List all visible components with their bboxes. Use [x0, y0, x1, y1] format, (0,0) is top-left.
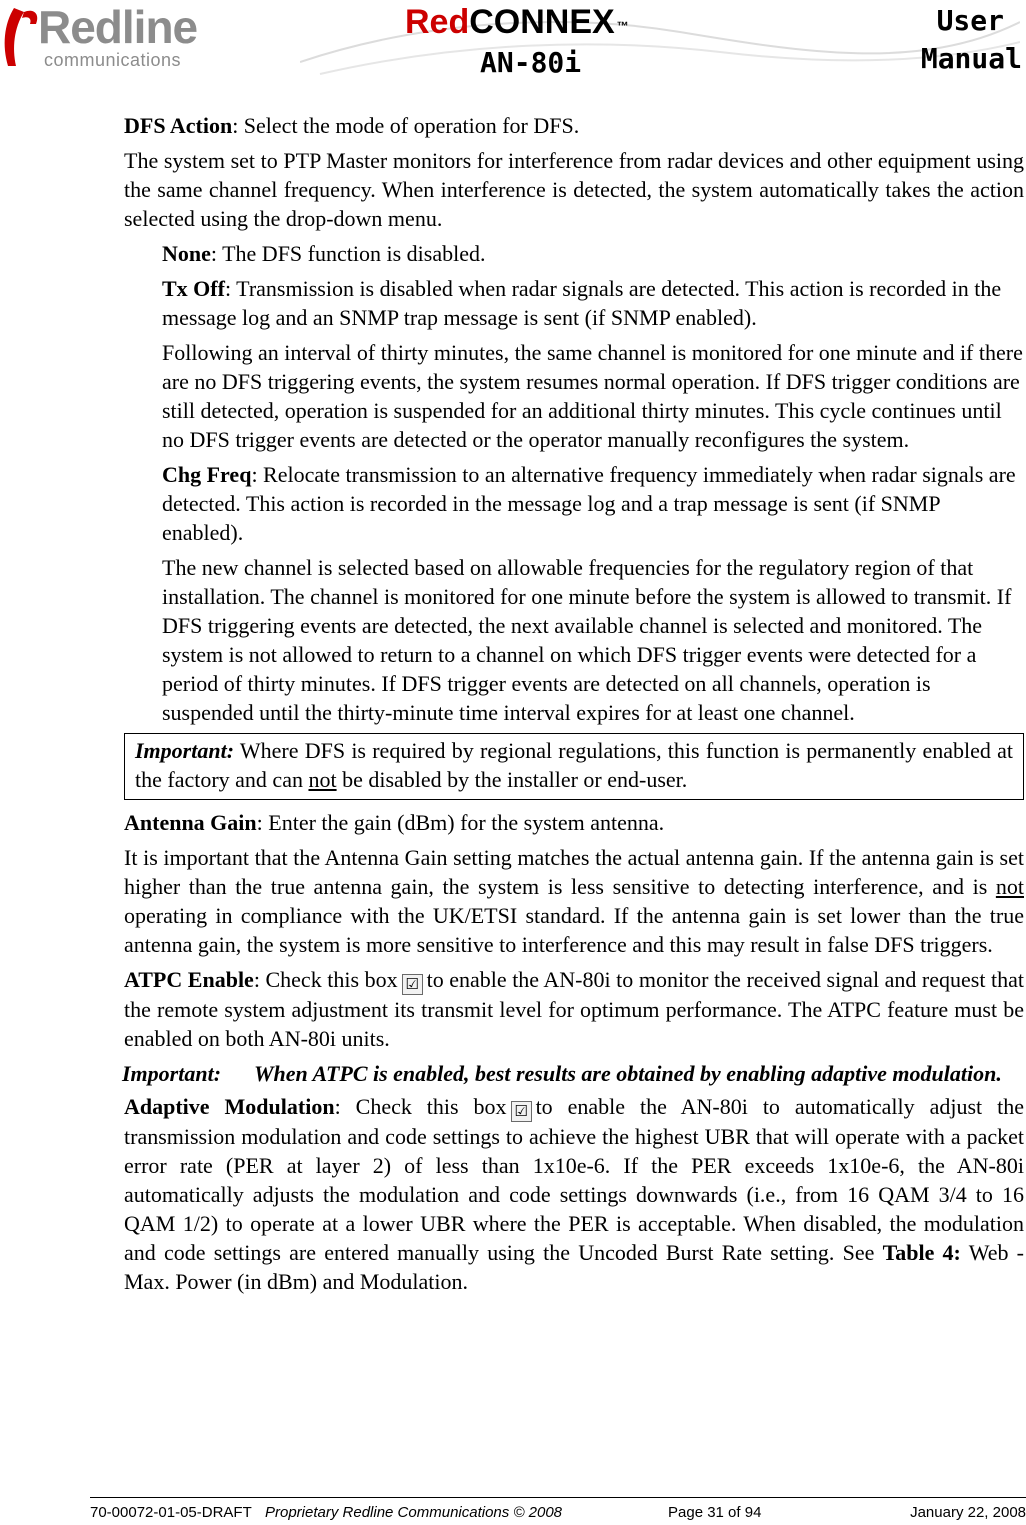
page-number: Page 31 of 94 — [668, 1504, 762, 1521]
checkbox-checked-icon: ☑ — [402, 974, 423, 995]
doc-type-line1: User — [936, 4, 1004, 37]
model-name: AN-80i — [480, 46, 582, 79]
atpc-enable-description: ATPC Enable: Check this box ☑ to enable the AN-80i to monitor the received signal and request that the remote system adjustment its transmit level for optimum performance. The ATPC feature must be enabled on both AN-80i units. — [124, 967, 1024, 1051]
proprietary-notice: Proprietary Redline Communications © 2008 — [265, 1504, 563, 1521]
document-id: 70-00072-01-05-DRAFT — [90, 1504, 252, 1521]
dfs-txoff-details: Following an interval of thirty minutes, the same channel is monitored for one minute and if there are no DFS triggering events, the system resumes normal operation. If DFS trigger conditions are still detected, operation is suspended for an additional thirty minutes. This cycle continues until no DFS trigger events are detected or the operator manually reconfigures the system. — [162, 340, 1023, 452]
antenna-gain-description: It is important that the Antenna Gain setting matches the actual antenna gain. If the antenna gain is set higher than the true antenna gain, the system is less sensitive to detecting interference, and is not operating in compliance with the UK/ETSI standard. If the antenna gain is set lower than the true antenna gain, the system is more sensitive to interference and this may result in false DFS triggers. — [124, 845, 1024, 957]
page-body — [124, 111, 1024, 1302]
important-label: Important: — [135, 738, 235, 763]
dfs-action-heading: DFS Action: Select the mode of operation for DFS. — [124, 113, 580, 138]
important-atpc-note: Important: When ATPC is enabled, best results are obtained by enabling adaptive modulation. — [122, 1061, 1002, 1086]
checkbox-checked-icon: ☑ — [511, 1101, 532, 1122]
dfs-option-chgfreq: Chg Freq: Relocate transmission to an alternative frequency immediately when radar signals are detected. This action is recorded in the message log and a trap message is sent (if SNMP enabled). — [162, 462, 1016, 545]
dfs-option-txoff: Tx Off: Transmission is disabled when radar signals are detected. This action is recorded in the message log and an SNMP trap message is sent (if SNMP enabled). — [162, 276, 1002, 330]
brand-title — [405, 2, 629, 42]
antenna-gain-heading: Antenna Gain: Enter the gain (dBm) for the system antenna. — [124, 810, 665, 835]
page-footer — [90, 1497, 1026, 1525]
dfs-action-description: The system set to PTP Master monitors for interference from radar devices and other equipment using the same channel frequency. When interference is detected, the system automatically takes the action selected using the drop-down menu. — [124, 148, 1024, 231]
logo-subtitle: communications — [44, 50, 182, 70]
adaptive-modulation-description: Adaptive Modulation: Check this box ☑ to enable the AN-80i to automatically adjust the transmission modulation and code settings to achieve the highest UBR that will operate with a packet error rate (PER at layer 2) of less than 1x10e-6. If the PER exceeds 1x10e-6, the AN-80i automatically adjusts the modulation and code settings downwards (i.e., from 16 QAM 3/4 to 16 QAM 1/2) to operate at a lower UBR where the PER is acceptable. When disabled, the modulation and code settings are entered manually using the Uncoded Burst Rate setting. See Table 4: Web - Max. Power (in dBm) and Modulation. — [124, 1094, 1025, 1294]
page-header — [0, 0, 1026, 90]
brand-connex: CONNEX — [469, 3, 615, 41]
logo-wordmark: Redline — [38, 1, 198, 53]
table-reference[interactable]: Table 4: — [882, 1240, 961, 1265]
redline-logo — [0, 0, 215, 80]
important-note-box: Important: Where DFS is required by regional regulations, this function is permanently enabled at the factory and can not be disabled by the installer or end-user. — [124, 733, 1024, 800]
trademark-mark: ™ — [616, 19, 629, 33]
document-date: January 22, 2008 — [910, 1504, 1026, 1521]
dfs-option-none: None: The DFS function is disabled. — [162, 241, 486, 266]
dfs-chgfreq-details: The new channel is selected based on allowable frequencies for the regulatory region of that installation. The channel is monitored for one minute before the system is allowed to transmit. If DFS triggering events are detected, the next available channel is selected and monitored. The system is not allowed to return to a channel on which DFS trigger events were detected for a period of thirty minutes. If DFS trigger events are detected on all channels, operation is suspended until the thirty-minute time interval expires for at least one channel. — [162, 555, 1012, 725]
brand-red: Red — [405, 3, 470, 41]
doc-type-line2: Manual — [920, 42, 1022, 75]
